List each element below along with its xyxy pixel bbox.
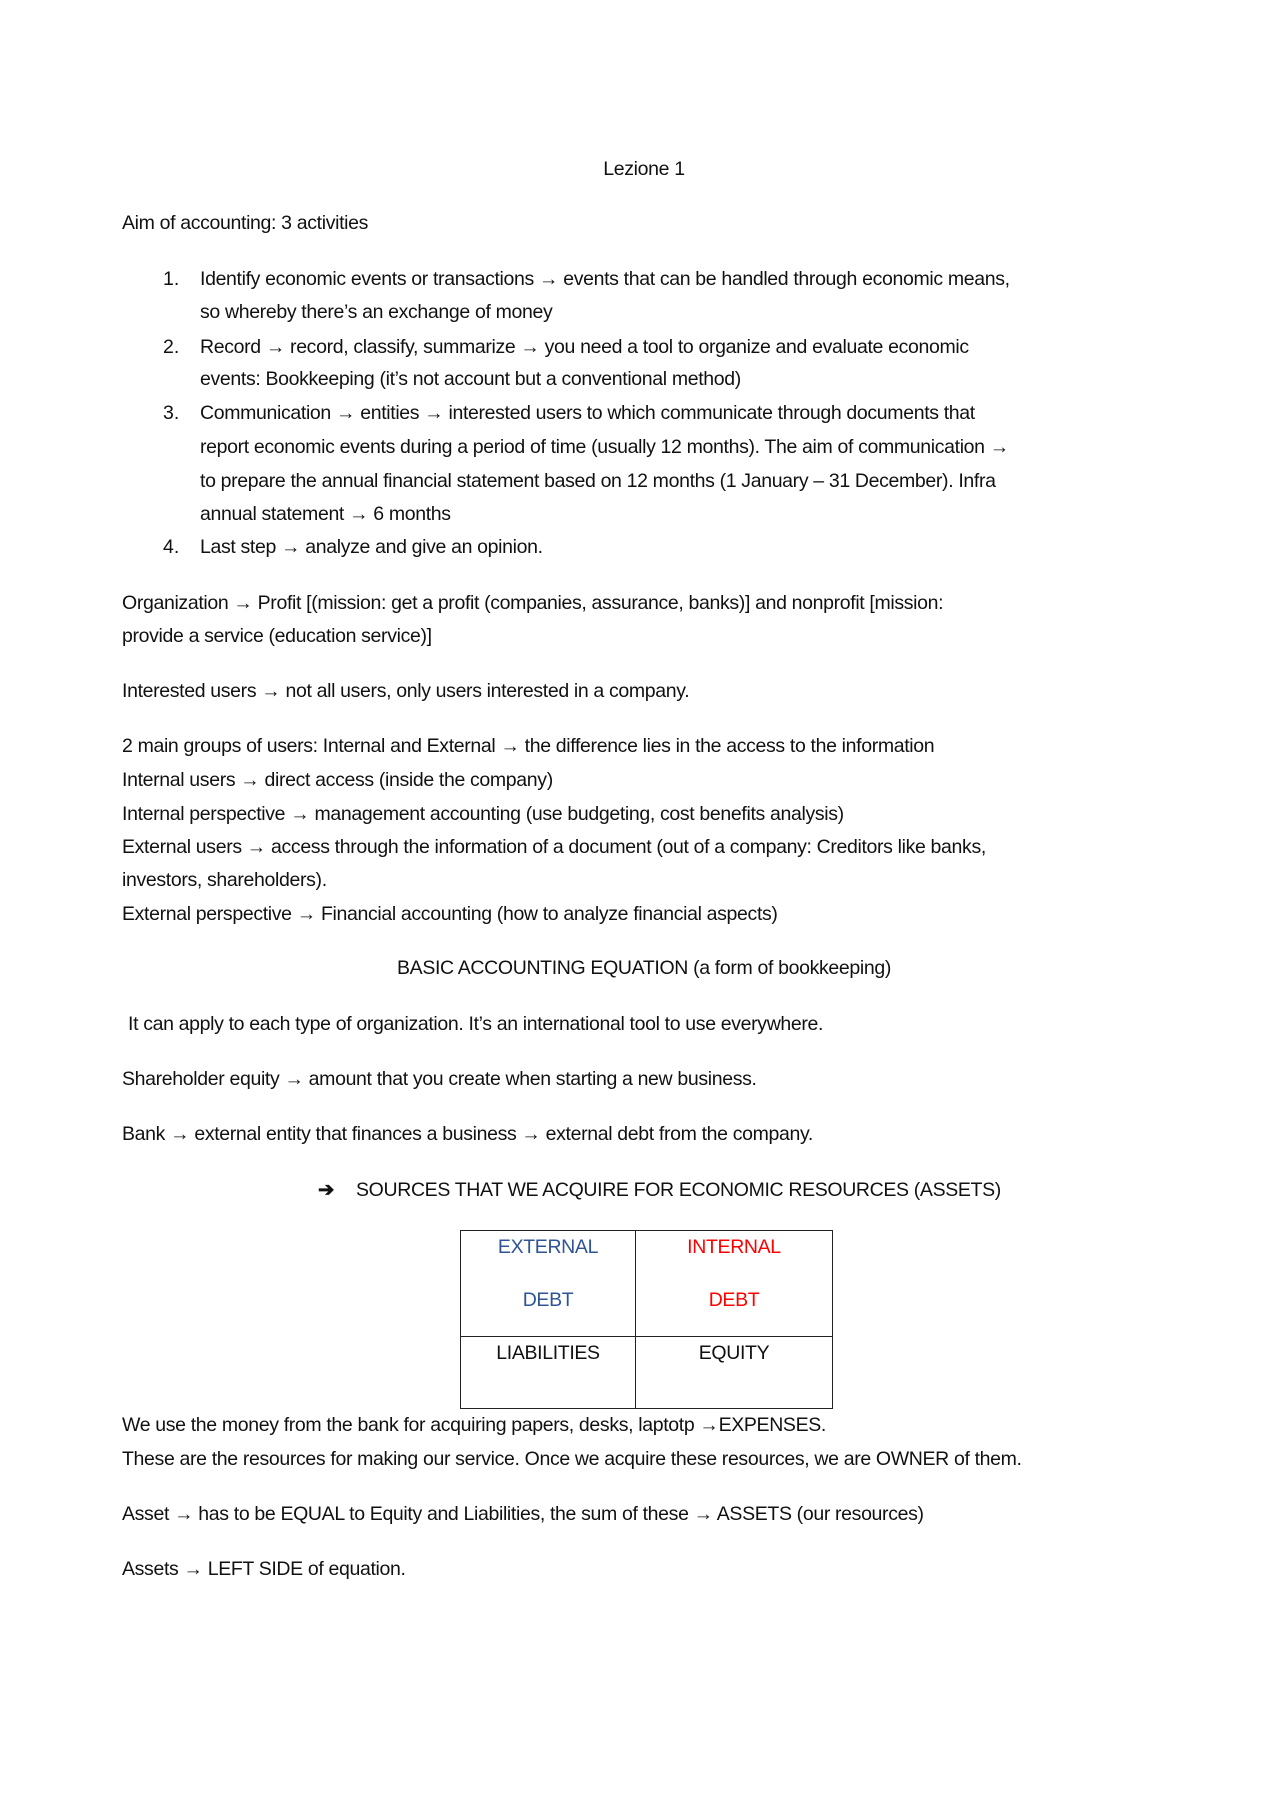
- internal-debt-cell: [636, 1231, 833, 1337]
- external-debt-cell: [461, 1231, 636, 1337]
- internal-label: INTERNAL: [687, 1236, 781, 1258]
- users-line: External perspective → Financial accounting (how to analyze financial aspects): [122, 903, 778, 925]
- list-item-line: annual statement → 6 months: [200, 503, 451, 525]
- liabilities-cell: [461, 1337, 636, 1409]
- organization-line: provide a service (education service)]: [122, 625, 432, 647]
- list-item-line: to prepare the annual financial statement based on 12 months (1 January – 31 December). Infra: [200, 470, 996, 492]
- list-number: 1.: [163, 268, 180, 290]
- equity-label: EQUITY: [698, 1342, 770, 1364]
- shareholder-line: Shareholder equity → amount that you create when starting a new business.: [122, 1068, 757, 1090]
- assets-line: Assets → LEFT SIDE of equation.: [122, 1558, 406, 1580]
- external-label: EXTERNAL: [497, 1236, 599, 1258]
- list-item-line: Last step → analyze and give an opinion.: [200, 536, 543, 558]
- list-item-line: so whereby there’s an exchange of money: [200, 301, 553, 323]
- aim-heading: Aim of accounting: 3 activities: [122, 212, 369, 234]
- interested-users-line: Interested users → not all users, only users interested in a company.: [122, 680, 690, 702]
- users-line: External users → access through the information of a document (out of a company: Creditors like banks,: [122, 836, 986, 858]
- internal-debt-label: DEBT: [708, 1289, 760, 1311]
- liabilities-label: LIABILITIES: [496, 1342, 600, 1364]
- list-item-line: Record → record, classify, summarize → you need a tool to organize and evaluate economic: [200, 336, 969, 358]
- equity-cell: [636, 1337, 833, 1409]
- page-title: Lezione 1: [603, 158, 685, 180]
- external-debt-label: DEBT: [522, 1289, 574, 1311]
- users-line: Internal perspective → management accounting (use budgeting, cost benefits analysis): [122, 803, 844, 825]
- organization-line: Organization → Profit [(mission: get a profit (companies, assurance, banks)] and nonprofit [mission:: [122, 592, 944, 614]
- asset-line: Asset → has to be EQUAL to Equity and Liabilities, the sum of these → ASSETS (our resources): [122, 1503, 924, 1525]
- list-number: 2.: [163, 336, 180, 358]
- bank-line: Bank → external entity that finances a business → external debt from the company.: [122, 1123, 813, 1145]
- money-line: We use the money from the bank for acquiring papers, desks, laptotp →EXPENSES.: [122, 1414, 826, 1436]
- sources-line: SOURCES THAT WE ACQUIRE FOR ECONOMIC RESOURCES (ASSETS): [356, 1179, 1001, 1201]
- arrow-bullet-icon: ➔: [318, 1179, 334, 1201]
- list-item-line: events: Bookkeeping (it’s not account but a conventional method): [200, 368, 741, 390]
- list-item-line: Communication → entities → interested users to which communicate through documents that: [200, 402, 975, 424]
- section-heading: BASIC ACCOUNTING EQUATION (a form of bookkeeping): [397, 957, 891, 979]
- list-number: 4.: [163, 536, 180, 558]
- list-number: 3.: [163, 402, 180, 424]
- users-line: Internal users → direct access (inside the company): [122, 769, 553, 791]
- users-line: investors, shareholders).: [122, 869, 327, 891]
- users-line: 2 main groups of users: Internal and External → the difference lies in the access to the information: [122, 735, 935, 757]
- list-item-line: report economic events during a period of time (usually 12 months). The aim of communication →: [200, 436, 1009, 458]
- apply-line: It can apply to each type of organization. It’s an international tool to use everywhere.: [128, 1013, 824, 1035]
- money-line: These are the resources for making our service. Once we acquire these resources, we are OWNER of them.: [122, 1448, 1022, 1470]
- list-item-line: Identify economic events or transactions → events that can be handled through economic means,: [200, 268, 1010, 290]
- sources-table: [460, 1230, 833, 1409]
